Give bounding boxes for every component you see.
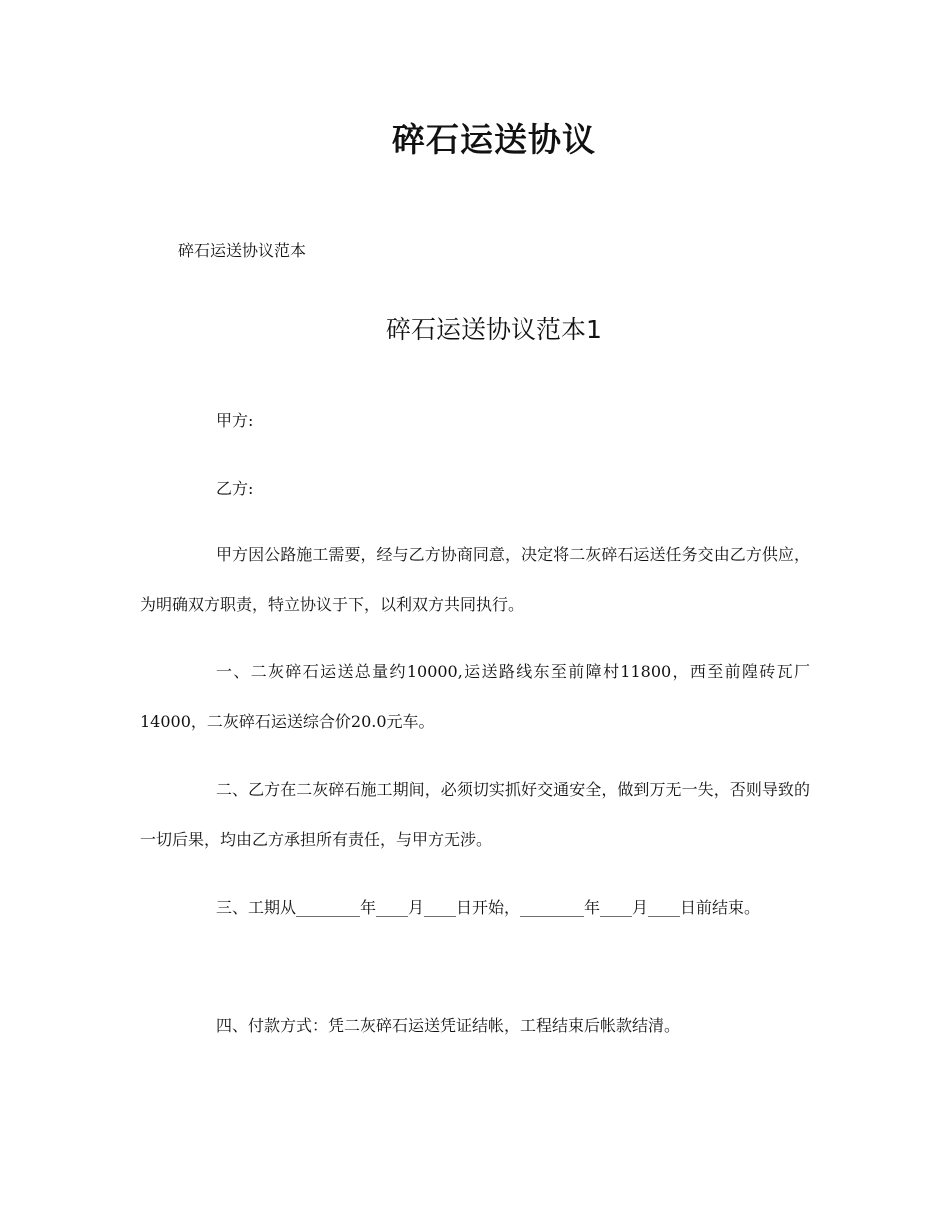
document-subtitle: 碎石运送协议范本 [178,241,307,260]
paragraph-clause-2: 二、乙方在二灰碎石施工期间，必须切实抓好交通安全，做到万无一失，否则导致的一切后果，均由乙方承担所有责任，与甲方无涉。 [140,780,810,849]
section-title: 碎石运送协议范本1 [386,315,602,344]
paragraph-intro: 甲方因公路施工需要，经与乙方协商同意，决定将二灰碎石运送任务交由乙方供应，为明确双方职责，特立协议于下，以利双方共同执行。 [140,545,810,614]
party-b-label: 乙方: [216,479,254,498]
document-title: 碎石运送协议 [392,120,596,159]
paragraph-clause-3: 三、工期从________年____月____日开始，________年____月____日前结束。 [216,898,761,917]
party-a-label: 甲方: [216,411,254,430]
paragraph-clause-4: 四、付款方式：凭二灰碎石运送凭证结帐，工程结束后帐款结清。 [216,1016,681,1035]
paragraph-clause-1: 一、二灰碎石运送总量约10000,运送路线东至前障村11800，西至前隍砖瓦厂14000，二灰碎石运送综合价20.0元车。 [140,662,810,731]
